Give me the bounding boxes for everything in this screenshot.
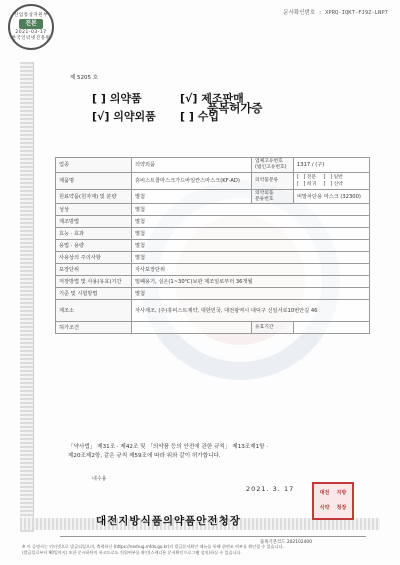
row-value: 별첨 bbox=[132, 240, 370, 252]
table-row bbox=[56, 288, 370, 300]
official-stamp bbox=[312, 482, 354, 520]
row-value: 별첨 bbox=[132, 288, 370, 300]
row-label: 기준 및 시험방법 bbox=[56, 288, 132, 300]
drug-classification-checkboxes: [ ] 전문 [ ] 일반 [ ] 희귀 [ ] 신약 bbox=[293, 172, 369, 189]
notice-line: 「약사법」 제31조 · 제42조 및 「의약품 등의 안전에 관한 규칙」 제13조제1항 · bbox=[68, 444, 269, 450]
row-label-secondary: 의약외품 분류번호 bbox=[251, 189, 293, 204]
row-label: 저장방법 및 사용(유효)기간 bbox=[56, 276, 132, 288]
table-row bbox=[56, 204, 370, 216]
seal-ring-top: 산업통상자원부 bbox=[14, 12, 48, 18]
table-row bbox=[56, 228, 370, 240]
seal-date: 2021-03-17 bbox=[15, 30, 47, 36]
option-manufacture: [√] 제조판매 bbox=[180, 92, 244, 105]
row-value bbox=[132, 322, 252, 334]
row-label: 제품명 bbox=[56, 172, 132, 189]
table-row bbox=[56, 158, 370, 173]
table-row bbox=[56, 172, 370, 189]
stamp-char: 식약 bbox=[319, 505, 330, 511]
option-quasi-drug: [√] 의약외품 bbox=[92, 110, 156, 123]
row-label: 제조소 bbox=[56, 300, 132, 322]
document-confirmation-id: 문서확인번호 : XPRQ-IQKT-FJ9Z-LNP7 bbox=[283, 10, 388, 16]
row-label: 효능 · 효과 bbox=[56, 228, 132, 240]
issue-date: 2021. 3. 17 bbox=[246, 485, 295, 493]
table-row bbox=[56, 189, 370, 204]
table-row bbox=[56, 300, 370, 322]
row-value: 별첨 bbox=[132, 252, 370, 264]
row-value-secondary: 1317 / (구) bbox=[293, 158, 369, 173]
product-code: 품목기본코드 202102400 bbox=[260, 540, 312, 545]
stamp-char: 대전 bbox=[319, 490, 330, 496]
row-label-secondary: 업체고유번호 (법인고유번호) bbox=[251, 158, 293, 173]
decorative-border-left bbox=[20, 62, 34, 532]
row-value: 밀폐용기, 실온(1~30℃)보관 제조일로부터 36개월 bbox=[132, 276, 370, 288]
row-label-secondary: 의약품분류 bbox=[251, 172, 293, 189]
verification-note bbox=[22, 544, 382, 556]
stamp-char: 지방 bbox=[336, 490, 347, 496]
footer-divider bbox=[60, 536, 366, 537]
table-row bbox=[56, 322, 370, 334]
row-label: 업종 bbox=[56, 158, 132, 173]
note-line: (발급일로부터 90일까지) 또한 문서하단의 바코드로도 진위여부를 확인(스캐너용 문서확인프로그램 설치)하실 수 있습니다. bbox=[22, 550, 242, 556]
row-label: 사용상의 주의사항 bbox=[56, 252, 132, 264]
row-value: 별첨 bbox=[132, 189, 252, 204]
row-value: 의약외품 bbox=[132, 158, 252, 173]
table-row bbox=[56, 240, 370, 252]
option-import: [ ] 수입 bbox=[180, 110, 219, 123]
row-label: 허가조건 bbox=[56, 322, 132, 334]
row-value-secondary bbox=[293, 322, 369, 334]
row-value: 별첨 bbox=[132, 228, 370, 240]
row-label: 포장단위 bbox=[56, 264, 132, 276]
stamp-char: 청장 bbox=[336, 505, 347, 511]
row-value: 휴비스트쿨마스크가드바일칸스마스크(KF-AD) bbox=[132, 172, 252, 189]
table-row bbox=[56, 276, 370, 288]
row-label: 제조방법 bbox=[56, 216, 132, 228]
notice-line: 제20조제2항, 같은 규칙 제59조에 따라 위와 같이 허가합니다. bbox=[68, 452, 221, 459]
authenticity-seal bbox=[8, 4, 54, 50]
seal-mark: 진본 bbox=[19, 19, 43, 29]
document-number: 제 5205 호 bbox=[70, 75, 99, 81]
row-label: 원료약품(원자재) 및 분량 bbox=[56, 189, 132, 204]
row-label-secondary: 유효기간 bbox=[251, 322, 293, 334]
row-value: 별첨 bbox=[132, 216, 370, 228]
table-row bbox=[56, 216, 370, 228]
document-title: 품목허가증 bbox=[207, 101, 263, 115]
table-row bbox=[56, 252, 370, 264]
table-row bbox=[56, 264, 370, 276]
row-value: 자사포장단위 bbox=[132, 264, 370, 276]
row-label: 성상 bbox=[56, 204, 132, 216]
row-label: 용법 · 용량 bbox=[56, 240, 132, 252]
row-value-secondary: 비말차단용 마스크 (32300) bbox=[293, 189, 369, 204]
row-value: 별첨 bbox=[132, 204, 370, 216]
legal-notice bbox=[68, 443, 328, 461]
seal-ring-bottom: 한국인터넷진흥원 bbox=[11, 35, 51, 41]
domestic-use-note: 내수용 bbox=[92, 476, 107, 482]
product-info-table bbox=[55, 157, 370, 334]
issuing-authority: 대전지방식품의약품안전청장 bbox=[96, 515, 241, 527]
option-drug: [ ] 의약품 bbox=[92, 92, 142, 105]
row-value: 자사제조, (주)휴비스트제약, 대한민국, 대전광역시 대덕구 신일서로10번안길 46 bbox=[132, 300, 370, 322]
note-line: ※ 이 증명서는 인터넷으로 발급되었으며, 출력하신 (https://nedrug.mfds.go.kr)의 발급문서확인 메뉴를 통해 위변조 여부를 확인할 수 있습니다. bbox=[22, 544, 284, 549]
